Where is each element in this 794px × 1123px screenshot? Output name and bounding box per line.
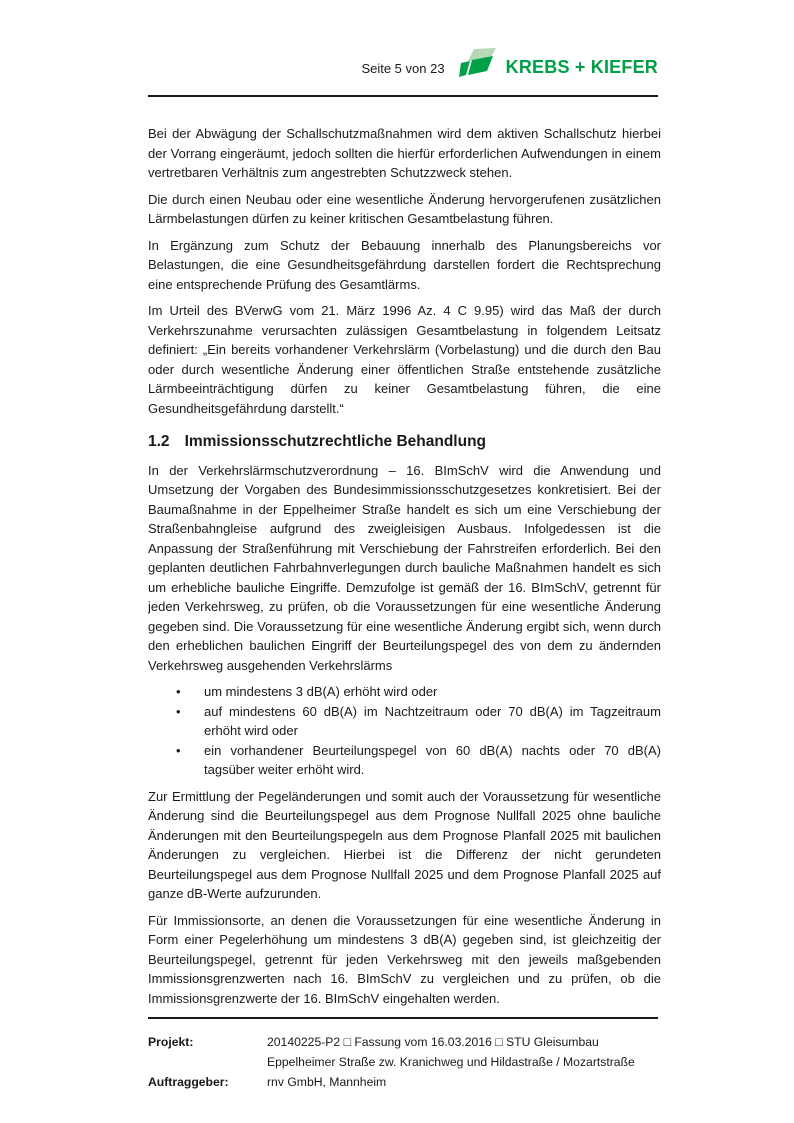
header-divider (148, 95, 658, 97)
paragraph: Für Immissionsorte, an denen die Voraussetzungen für eine wesentliche Änderung in Form einer Pegelerhöhung um mindestens 3 dB(A) gegeben sind, ist gleichzeitig der Beurteilungspegel, getrennt für jeden Verkehrsweg mit den jeweils maßgebenden Immissionsgrenzwerten nach 16. BImSchV zu vergleichen und zu prüfen, ob die Immissionsgrenzwerte der 16. BImSchV eingehalten werden. (148, 912, 661, 1006)
bullet-item: • um mindestens 3 dB(A) erhöht wird oder (148, 682, 661, 702)
page-header (148, 46, 658, 88)
bullet-item: • auf mindestens 60 dB(A) im Nachtzeitraum oder 70 dB(A) im Tagzeitraum erhöht wird oder (148, 702, 661, 741)
paragraph: In der Verkehrslärmschutzverordnung – 16. BImSchV wird die Anwendung und Umsetzung der Vorgaben des Bundesimmissionsschutzgesetzes konkretisiert. Bei der Baumaßnahme in der Eppelheimer Straße handelt es sich um eine Verschiebung der Straßenbahngleise aufgrund des zweigleisigen Ausbaus. Infolgedessen ist die Anpassung der Straßenführung mit Verschiebung der Fahrstreifen erforderlich. Bei den geplanten deutlichen Fahrbahnverlegungen durch bauliche Maßnahmen handelt es sich um erhebliche bauliche Eingriffe. Demzufolge ist gemäß der 16. BImSchV, getrennt für jeden Verkehrsweg, zu prüfen, ob die Voraussetzungen für eine wesentliche Änderung gegeben sind. Die Voraussetzung für eine wesentliche Änderung ergibt sich, wenn durch den erheblichen baulichen Eingriff der Beurteilungspegel des von dem zu ändernden Verkehrsweg ausgehenden Verkehrslärms (148, 462, 661, 673)
project-label: Projekt: (148, 1035, 194, 1049)
paragraph: Im Urteil des BVerwG vom 21. März 1996 Az. 4 C 9.95) wird das Maß der durch Verkehrszunahme verursachten zulässigen Gesamtbelastung in folgendem Leitsatz definiert: „Ein bereits vorhandener Verkehrslärm (Vorbelastung) und die durch den Bau oder durch wesentliche Änderung einer öffentlichen Straße entstehende zusätzliche Lärmbeeinträchtigung dürfen zu keiner Gesamtbelastung führen, die eine Gesundheitsgefährdung darstellt.“ (148, 303, 661, 416)
page-footer (148, 1032, 661, 1092)
bullet-list (148, 682, 661, 780)
paragraph: Die durch einen Neubau oder eine wesentliche Änderung hervorgerufenen zusätzlichen Lärmbelastungen dürfen zu keiner kritischen Gesamtbelastung führen. (148, 191, 661, 226)
section-number: 1.2 (148, 433, 170, 450)
paragraph: Bei der Abwägung der Schallschutzmaßnahmen wird dem aktiven Schallschutz hierbei der Vorrang eingeräumt, jedoch sollten die hierfür erforderlichen Aufwendungen in einem vertretbaren Verhältnis zum angestrebten Schutzzweck stehen. (148, 126, 661, 180)
paragraph: Zur Ermittlung der Pegeländerungen und somit auch der Voraussetzung für wesentliche Änderung sind die Beurteilungspegel aus dem Prognose Nullfall 2025 ohne bauliche Änderungen mit den Beurteilungspegeln aus dem Prognose Planfall 2025 mit baulichen Änderungen zu vergleichen. Hierbei ist die Differenz der nicht gerundeten Beurteilungspegel aus dem Prognose Nullfall 2025 und dem Prognose Planfall 2025 auf ganze dB-Werte aufzurunden. (148, 788, 661, 901)
footer-divider (148, 1017, 658, 1019)
krebs-kiefer-logo-icon (459, 48, 499, 87)
project-value: 20140225-P2 □ Fassung vom 16.03.2016 □ STU Gleisumbau Eppelheimer Straße zw. Kranichweg und Hildastraße / Mozartstraße (267, 1035, 635, 1069)
section-heading (148, 432, 661, 452)
bullet-item: • ein vorhandener Beurteilungspegel von 60 dB(A) nachts oder 70 dB(A) tagsüber weiter erhöht wird. (148, 741, 661, 780)
document-body (148, 124, 661, 1014)
company-logo (459, 48, 658, 87)
client-label: Auftraggeber: (148, 1075, 229, 1089)
logo-text: KREBS + KIEFER (505, 57, 658, 77)
section-title: Immissionsschutzrechtliche Behandlung (184, 433, 487, 450)
page-indicator: Seite 5 von 23 (361, 61, 445, 76)
paragraph: In Ergänzung zum Schutz der Bebauung innerhalb des Planungsbereichs vor Belastungen, die eine Gesundheitsgefährdung darstellen fordert die Rechtsprechung eine entsprechende Prüfung des Gesamtlärms. (148, 237, 661, 292)
client-value: rnv GmbH, Mannheim (267, 1075, 387, 1089)
